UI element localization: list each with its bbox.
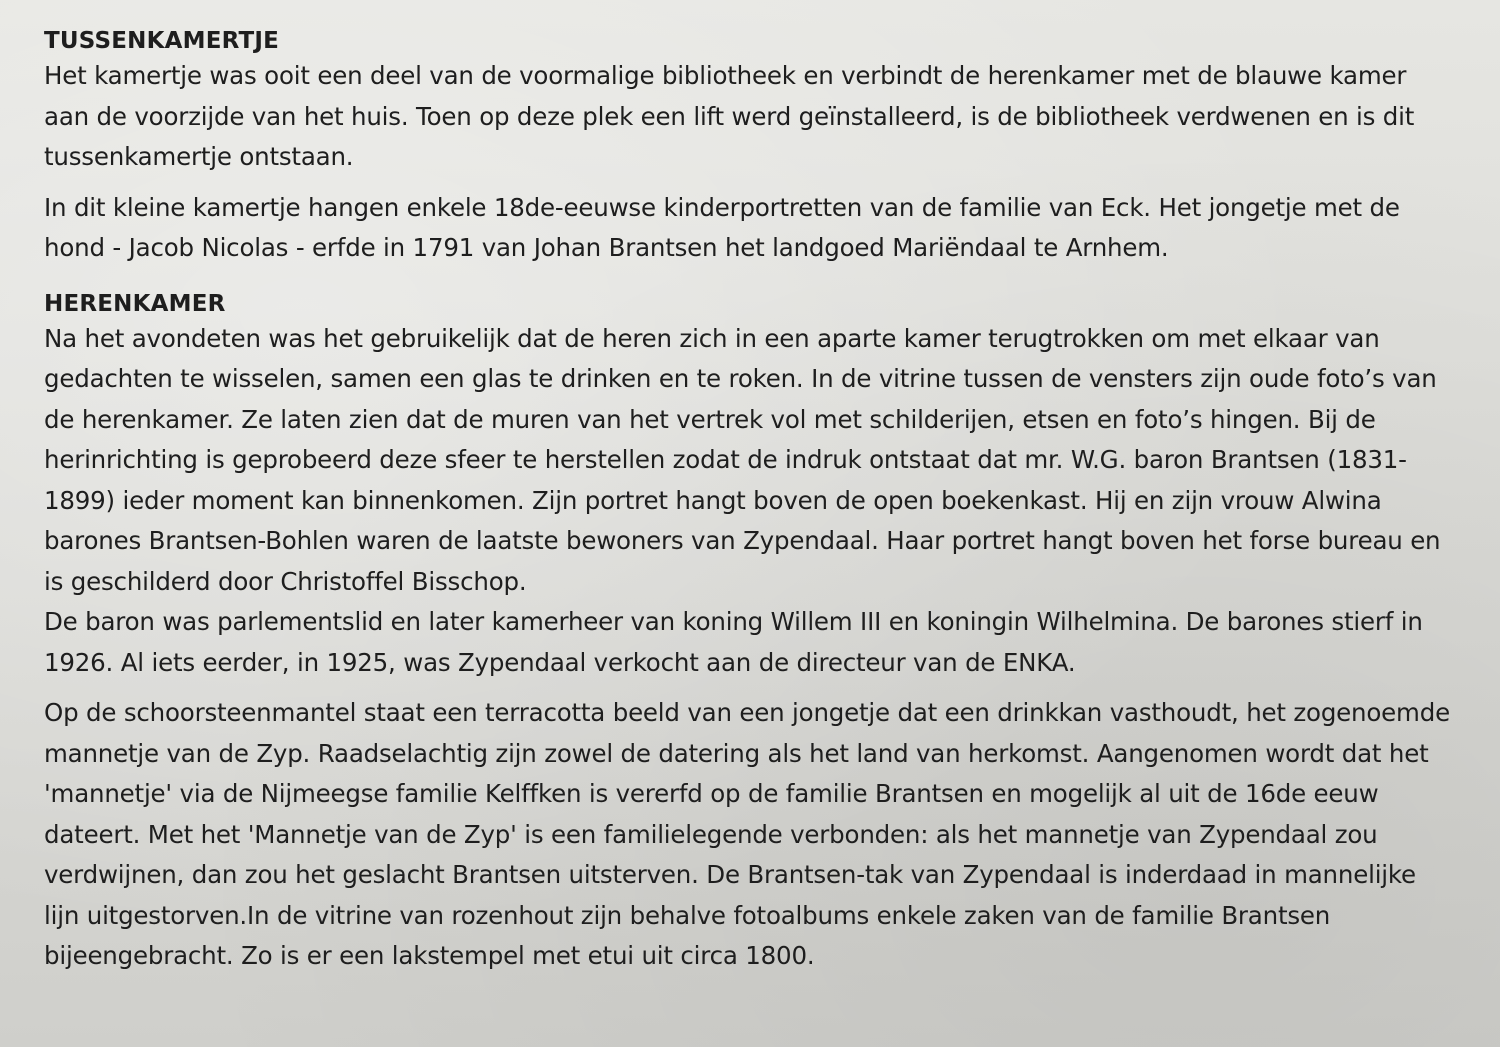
section-heading: TUSSENKAMERTJE (44, 28, 280, 54)
document-content (44, 26, 1454, 977)
paragraph: De baron was parlementslid en later kamerheer van koning Willem III en koningin Wilhelmina. De barones stierf in 1926. Al iets eerder, in 1925, was Zypendaal verkocht aan de directeur van de ENKA. (44, 607, 1423, 677)
paragraph: Op de schoorsteenmantel staat een terracotta beeld van een jongetje dat een drinkkan vasthoudt, het zogenoemde mannetje van de Zyp. Raadselachtig zijn zowel de datering als het land van herkomst. Aangenomen wordt dat het 'mannetje' via de Nijmeegse familie Kelffken is vererfd op de familie Brantsen en mogelijk al uit de 16de eeuw dateert. Met het 'Mannetje van de Zyp' is een familielegende verbonden: als het mannetje van Zypendaal zou verdwijnen, dan zou het geslacht Brantsen uitsterven. De Brantsen-tak van Zypendaal is inderdaad in mannelijke lijn uitgestorven.In de vitrine van rozenhout zijn behalve fotoalbums enkele zaken van de familie Brantsen bijeengebracht. Zo is er een lakstempel met etui uit circa 1800. (44, 698, 1450, 970)
paragraph: In dit kleine kamertje hangen enkele 18de-eeuwse kinderportretten van de familie van Eck. Het jongetje met de hond - Jacob Nicolas - erfde in 1791 van Johan Brantsen het landgoed Mariëndaal te Arnhem. (44, 192, 1400, 262)
section-tussenkamertje (44, 26, 1454, 269)
paragraph: Het kamertje was ooit een deel van de voormalige bibliotheek en verbindt de herenkamer met de blauwe kamer aan de voorzijde van het huis. Toen op deze plek een lift werd geïnstalleerd, is de bibliotheek verdwenen en is dit tussenkamertje ontstaan. (44, 61, 1415, 171)
section-heading: HERENKAMER (44, 290, 226, 317)
paragraph: Na het avondeten was het gebruikelijk dat de heren zich in een aparte kamer terugtrokken om met elkaar van gedachten te wisselen, samen een glas te drinken en te roken. In de vitrine tussen de vensters zijn oude foto’s van de herenkamer. Ze laten zien dat de muren van het vertrek vol met schilderijen, etsen en foto’s hingen. Bij de herinrichting is geprobeerd deze sfeer te herstellen zodat de indruk ontstaat dat mr. W.G. baron Brantsen (1831-1899) ieder moment kan binnenkomen. Zijn portret hangt boven de open boekenkast. Hij en zijn vrouw Alwina barones Brantsen-Bohlen waren de laatste bewoners van Zypendaal. Haar portret hangt boven het forse bureau en is geschilderd door Christoffel Bisschop. (44, 323, 1441, 596)
section-herenkamer (44, 289, 1454, 977)
